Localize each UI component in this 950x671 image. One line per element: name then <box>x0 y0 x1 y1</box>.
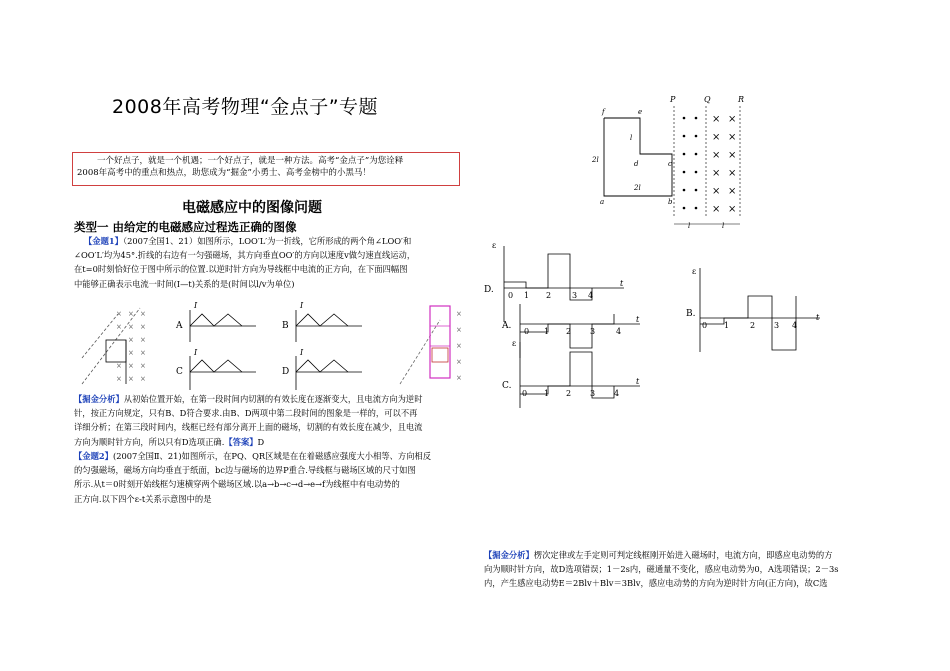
emf-axis-label: ε <box>492 241 497 250</box>
intro-line-2: 2008年高考中的重点和热点，助您成为“掘金”小勇士、高考金榜中的小黑马！ <box>77 168 371 178</box>
svg-text:×: × <box>728 204 737 215</box>
problem-2-line: 所示.从t＝0时刻开始线框匀速横穿两个磁场区域.以a→b→c→d→e→f为线框中有电动势的 <box>74 479 400 490</box>
region-p-label: P <box>670 95 676 104</box>
svg-text:×: × <box>116 323 122 331</box>
origin: 0 <box>702 321 708 330</box>
analysis-1-line: 详细分析；在第三段时间内，线框已经有部分离开上面的磁场，切割的有效长度在减少，且电流 <box>74 422 423 433</box>
tick: 2 <box>566 327 572 336</box>
problem-1-line: ∠OO′L′均为45°.折线的右边有一匀强磁场，其方向垂直OO′的方向以速度v做匀速直线运动， <box>74 250 416 261</box>
tick: 4 <box>792 321 798 330</box>
problem-2-label: 【金题2】 <box>74 451 113 461</box>
svg-text:×: × <box>728 132 737 143</box>
highlight-diagram <box>400 306 450 384</box>
svg-text:×: × <box>128 375 134 383</box>
option-b-label: B <box>282 321 289 331</box>
problem-1-line: （2007全国1、21）如图所示，LOO′L′为一折线，它所形成的两个角∠LOO′和 <box>122 236 412 246</box>
width-qr: l <box>722 222 725 230</box>
tick: 1 <box>544 327 550 336</box>
field-diagram <box>586 90 756 232</box>
svg-text:×: × <box>116 375 122 383</box>
tick: 2 <box>750 321 756 330</box>
i-axis-label: I <box>300 348 304 357</box>
problem-1 <box>74 234 464 291</box>
option-c-graph <box>190 356 256 390</box>
svg-text:×: × <box>728 114 737 125</box>
svg-text:×: × <box>140 310 146 318</box>
option-a-graph <box>190 310 256 342</box>
svg-text:×: × <box>712 114 721 125</box>
svg-text:×: × <box>128 349 134 357</box>
option-d-graph <box>296 356 362 390</box>
option-a-label: A <box>176 321 183 331</box>
svg-text:×: × <box>456 358 462 366</box>
vertex-d: d <box>634 160 639 168</box>
origin: 0 <box>508 291 514 300</box>
field-dots <box>683 117 698 210</box>
analysis-2 <box>484 548 884 591</box>
svg-text:×: × <box>140 336 146 344</box>
option-b-graph <box>296 310 362 342</box>
svg-text:×: × <box>128 336 134 344</box>
option-c-label: C. <box>502 381 512 391</box>
side-l: l <box>630 134 633 142</box>
answer-label: 【答案】 <box>224 436 258 447</box>
problem-2-line: (2007全国Ⅱ、21)如图所示，在PQ、QR区域是在在着磁感应强度大小相等、方向相反 <box>112 451 432 461</box>
svg-text:×: × <box>140 375 146 383</box>
side-2l-horizontal: 2l <box>634 184 641 192</box>
analysis-2-line: 内，产生感应电动势E＝2Blv＋Blv＝3Blv，感应电动势的方向为逆时针方向(正方向)，故C选 <box>484 578 828 589</box>
emf-axis-label: ε <box>692 267 697 276</box>
option-b-label: B. <box>686 309 696 319</box>
svg-text:×: × <box>140 362 146 370</box>
tick: 1 <box>524 291 530 300</box>
analysis-1-line: 针，按正方向规定，只有B、D符合要求.由B、D两项中第二段时间的图象是一样的，可以不再 <box>74 408 418 419</box>
analysis-1-line: 从初始位置开始，在第一段时间内切割的有效长度在逐渐变大，且电流方向为逆时 <box>123 394 423 404</box>
i-axis-label: I <box>194 301 198 310</box>
problem-1-figures <box>70 296 470 394</box>
tick: 4 <box>588 291 594 300</box>
option-d-label: D <box>282 367 290 377</box>
svg-text:×: × <box>128 362 134 370</box>
svg-text:×: × <box>456 342 462 350</box>
graph-c <box>500 336 650 412</box>
t-axis-label: t <box>636 315 640 324</box>
analysis-1-label: 【掘金分析】 <box>74 394 124 404</box>
problem-1-label: 【金题1】 <box>84 236 123 246</box>
svg-text:×: × <box>128 323 134 331</box>
option-a-label: A. <box>502 321 512 331</box>
analysis-2-line: 楞次定律或左手定则可判定线框刚开始进入磁场时，电流方向，即感应电动势的方 <box>533 550 833 560</box>
region-q-label: Q <box>704 95 711 104</box>
tick: 1 <box>544 389 550 398</box>
field-crosses <box>712 114 736 215</box>
vertex-b: b <box>668 198 673 206</box>
intro-line-1: 一个好点子，就是一个机遇；一个好点子，就是一种方法。高考“金点子”为您诠释 <box>97 156 404 166</box>
svg-text:×: × <box>140 323 146 331</box>
emf-axis-label: ε <box>512 339 517 348</box>
problem-1-line: 中能够正确表示电流一时间(I—t)关系的是(时间以l/v为单位) <box>74 278 295 289</box>
answer-value: D <box>257 436 265 447</box>
analysis-1 <box>74 392 468 449</box>
vertex-e: e <box>638 108 643 116</box>
problem-2-line: 正方向.以下四个ε-t关系示意图中的是 <box>74 493 212 504</box>
region-r-label: R <box>738 95 745 104</box>
field-crosses <box>116 310 146 383</box>
fold-line-diagram <box>82 308 140 384</box>
problem-1-line: 在t=0时刻恰好位于图中所示的位置.以逆时针方向为导线框中电流的正方向，在下面四幅图 <box>74 264 408 275</box>
tick: 2 <box>566 389 572 398</box>
svg-text:×: × <box>128 310 134 318</box>
i-axis-label: I <box>194 348 198 357</box>
vertex-a: a <box>600 198 605 206</box>
i-axis-label: I <box>300 301 304 310</box>
origin: 0 <box>524 327 530 336</box>
vertex-c: c <box>668 160 672 168</box>
svg-text:×: × <box>712 168 721 179</box>
svg-text:×: × <box>712 186 721 197</box>
svg-text:×: × <box>456 310 462 318</box>
tick: 3 <box>774 321 780 330</box>
option-c-label: C <box>176 367 183 377</box>
analysis-2-label: 【掘金分析】 <box>484 550 534 560</box>
t-axis-label: t <box>816 313 820 322</box>
tick: 2 <box>546 291 552 300</box>
side-2l-vertical: 2l <box>592 156 599 164</box>
tick: 4 <box>616 327 622 336</box>
analysis-1-line: 方向为顺时针方向，所以只有D选项正确. <box>74 436 225 447</box>
svg-text:×: × <box>728 168 737 179</box>
vertex-f: f <box>602 108 605 116</box>
page-title: 2008年高考物理“金点子”专题 <box>112 96 379 118</box>
section-title: 电磁感应中的图像问题 <box>182 200 322 216</box>
tick: 3 <box>590 327 596 336</box>
svg-text:×: × <box>140 349 146 357</box>
type-heading: 类型一 由给定的电磁感应过程选正确的图像 <box>74 220 297 234</box>
graph-b <box>684 264 834 356</box>
svg-text:×: × <box>712 150 721 161</box>
problem-2-line: 的匀强磁场，磁场方向均垂直于纸面，bc边与磁场的边界P重合.导线框与磁场区域的尺寸如图 <box>74 465 416 476</box>
origin: 0 <box>522 389 528 398</box>
svg-text:×: × <box>116 362 122 370</box>
width-pq: l <box>688 222 691 230</box>
t-axis-label: t <box>636 377 640 386</box>
tick: 1 <box>724 321 730 330</box>
analysis-2-line: 向为顺时针方向，故D选项错误；1－2s内，磁通量不变化，感应电动势为0，A选项错误；2－3s <box>484 564 839 575</box>
tick: 3 <box>590 389 596 398</box>
svg-text:×: × <box>456 374 462 382</box>
svg-text:×: × <box>456 326 462 334</box>
tick: 4 <box>614 389 620 398</box>
intro-box <box>72 152 460 186</box>
svg-text:×: × <box>728 150 737 161</box>
problem-2 <box>74 449 468 506</box>
svg-text:×: × <box>712 132 721 143</box>
tick: 3 <box>572 291 578 300</box>
svg-text:×: × <box>712 204 721 215</box>
option-d-label: D. <box>484 285 494 295</box>
svg-text:×: × <box>116 310 122 318</box>
svg-text:×: × <box>728 186 737 197</box>
t-axis-label: t <box>620 279 624 288</box>
